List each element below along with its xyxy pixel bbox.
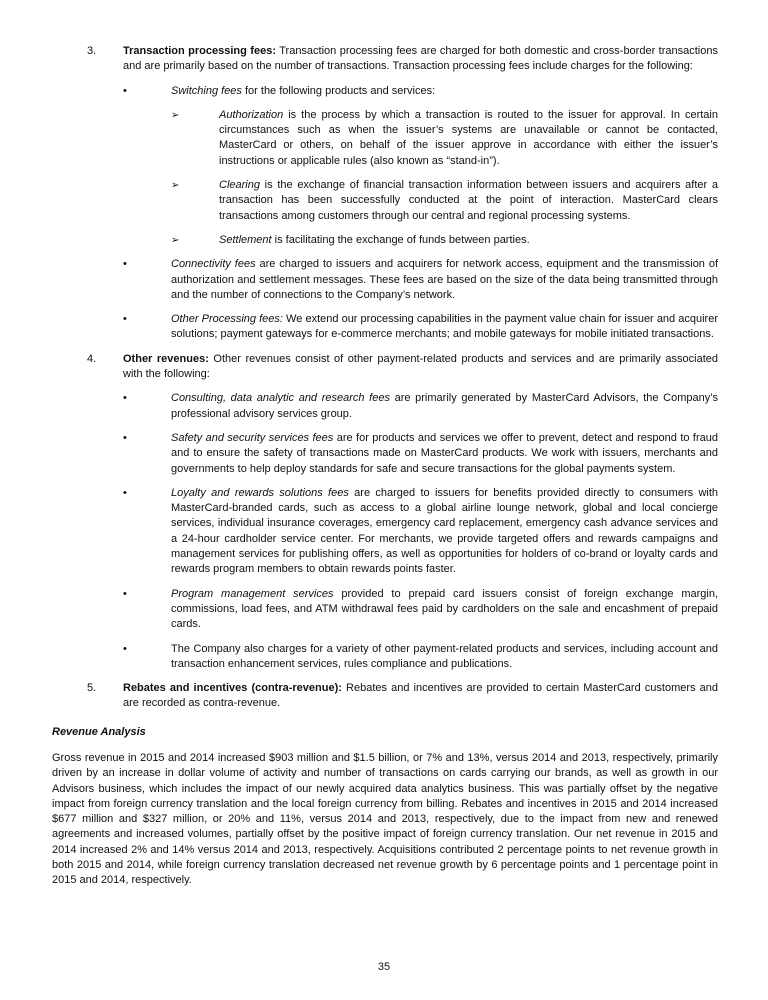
item-3-body: Transaction processing fees are charged for both domestic and cross-border transactions and are primarily based on the number of transactions. Transaction processing fees include charges for the following: bbox=[123, 45, 718, 73]
other-processing-paragraph: Other Processing fees: We extend our processing capabilities in the payment value chain for issuer and acquirer solutions; payment gateways for e-commerce merchants; and mobile gateways for mobile initiated transactions. bbox=[171, 313, 718, 341]
numbered-item-4 bbox=[52, 352, 718, 681]
numbered-item-5 bbox=[52, 681, 718, 721]
arrow-icon: ➢ bbox=[171, 109, 180, 121]
arrow-item-authorization bbox=[171, 108, 718, 178]
bullet-loyalty-rewards-fees bbox=[123, 486, 718, 587]
item-number: 4. bbox=[87, 352, 97, 365]
bullet-icon: • bbox=[123, 313, 127, 326]
bullet-icon: • bbox=[123, 258, 127, 271]
clearing-paragraph: Clearing is the exchange of financial transaction information between issuers and acquirers after a transaction has been successfully conducted at the point of interaction. MasterCard clears transactions among customers through our central and regional processing systems. bbox=[219, 179, 718, 222]
settlement-paragraph: Settlement is facilitating the exchange of funds between parties. bbox=[219, 233, 530, 246]
consulting-paragraph: Consulting, data analytic and research fees are primarily generated by MasterCard Advisors, the Company’s professional advisory services group. bbox=[171, 392, 718, 420]
revenue-analysis-paragraph: Gross revenue in 2015 and 2014 increased $903 million and $1.5 billion, or 7% and 13%, versus 2014 and 2013, respectively, primarily driven by an increase in dollar volume of activity and number of transactions on cards carrying our brands, as well as growth in our Advisors business, which includes the impact of our newly acquired data analytics business. This was partially offset by the negative impact from foreign currency translation and the local foreign currency from billing. Rebates and incentives in 2015 and 2014 increased $677 million and $327 million, or 20% and 11%, versus 2014 and 2013, respectively, due to the impact from new and renewed agreements and increased volumes, partially offset by the positive impact of foreign currency translation. Our net revenue in 2015 and 2014 increased 2% and 14% versus 2014 and 2013, respectively. Acquisitions contributed 2 percentage points to net revenue growth in both 2015 and 2014, while foreign currency translation decreased net revenue growth by 6 percentage points and 1 percentage point in 2015 and 2014, respectively. bbox=[52, 751, 718, 887]
bullet-consulting-fees bbox=[123, 391, 718, 431]
item-5-body: Rebates and incentives are provided to certain MasterCard customers and are recorded as contra-revenue. bbox=[123, 682, 718, 710]
item-4-body: Other revenues consist of other payment-related products and services and are primarily associated with the following: bbox=[123, 352, 718, 381]
arrow-item-settlement bbox=[171, 233, 718, 257]
item-number: 5. bbox=[87, 682, 97, 695]
page-number: 35 bbox=[377, 960, 391, 973]
bullet-switching-paragraph: Switching fees for the following products and services: bbox=[171, 84, 436, 97]
revenue-analysis-heading: Revenue Analysis bbox=[52, 725, 146, 738]
bullet-safety-security-fees bbox=[123, 431, 718, 486]
bullet-icon: • bbox=[123, 642, 127, 655]
item-5-paragraph bbox=[123, 681, 718, 712]
authorization-paragraph: Authorization is the process by which a transaction is routed to the issuer for approval. In certain circumstances such as when the issuer’s systems are unavailable or cannot be contacted, MasterCard or others, on behalf of the issuer approve in accordance with either the issuer’s instructions or applicable rules (also known as “stand-in”). bbox=[219, 108, 718, 167]
item-4-paragraph bbox=[123, 352, 718, 383]
arrow-icon: ➢ bbox=[171, 180, 180, 192]
bullet-icon: • bbox=[123, 587, 127, 600]
item-4-lead: Other revenues: bbox=[123, 352, 209, 365]
item-5-lead: Rebates and incentives (contra-revenue): bbox=[123, 682, 342, 695]
safety-paragraph: Safety and security services fees are for products and services we offer to prevent, detect and respond to fraud and to ensure the safety of transactions made on MasterCard products. We work with issuers, merchants and governments to help deploy standards for safe and secure transactions for the global payments system. bbox=[171, 431, 718, 475]
bullet-switching-fees bbox=[123, 84, 718, 258]
bullet-program-management bbox=[123, 587, 718, 642]
numbered-item-3 bbox=[52, 44, 718, 352]
other-charges-paragraph: The Company also charges for a variety of other payment-related products and services, including account and transaction enhancement services, rules compliance and publications. bbox=[171, 642, 718, 670]
item-number: 3. bbox=[87, 45, 97, 57]
arrow-item-clearing bbox=[171, 178, 718, 233]
bullet-icon: • bbox=[123, 431, 127, 444]
item-3-paragraph bbox=[123, 44, 718, 75]
arrow-icon: ➢ bbox=[171, 234, 180, 246]
program-management-paragraph: Program management services provided to prepaid card issuers consist of foreign exchange margin, commissions, load fees, and ATM withdrawal fees paid by cardholders on the sale and encashment of prepaid cards. bbox=[171, 587, 718, 631]
bullet-other-charges bbox=[123, 642, 718, 682]
bullet-other-processing-fees bbox=[123, 312, 718, 352]
loyalty-paragraph: Loyalty and rewards solutions fees are charged to issuers for benefits provided directly to consumers with MasterCard-branded cards, such as access to a global airline lounge network, global and local concierge services, individual insurance coverages, emergency card replacement, emergency cash advance services and a 24-hour cardholder service center. For merchants, we provide targeted offers and rewards campaigns and management services for publishing offers, as well as opportunities for holders of co-brand or loyalty cards and rewards program members to obtain rewards points faster. bbox=[171, 486, 719, 576]
bullet-icon: • bbox=[123, 392, 127, 405]
connectivity-paragraph: Connectivity fees are charged to issuers and acquirers for network access, equipment and the transmission of authorization and settlement messages. These fees are based on the size of the data being transmitted through and the number of connections to the Company’s network. bbox=[171, 258, 718, 301]
bullet-icon: • bbox=[123, 84, 127, 97]
bullet-connectivity-fees bbox=[123, 257, 718, 312]
item-3-lead: Transaction processing fees: bbox=[123, 45, 276, 57]
bullet-icon: • bbox=[123, 486, 127, 499]
